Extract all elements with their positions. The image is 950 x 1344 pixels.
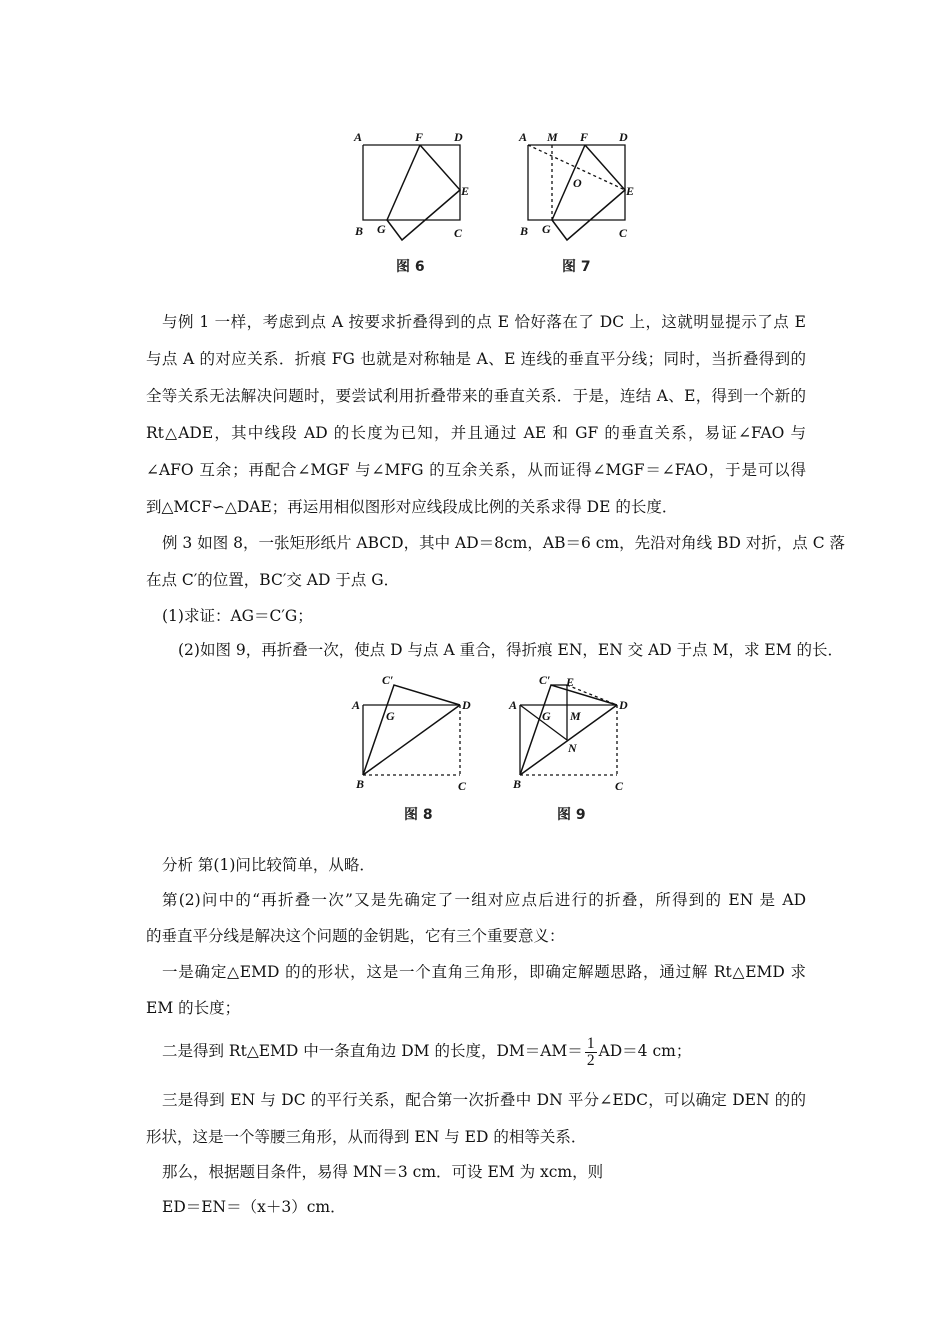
example3-line1: 例 3 如图 8，一张矩形纸片 ABCD，其中 AD＝8cm，AB＝6 cm，先沿对角线 BD 对折，点 C 落: [162, 534, 846, 552]
fig7-label-C: C: [619, 226, 628, 240]
fig6-label-G: G: [377, 222, 386, 236]
fig7-label-M: M: [547, 130, 558, 144]
fig9-label-Cprime: C′: [539, 673, 551, 687]
fig6-caption: 图 6: [396, 259, 425, 275]
fraction-numerator: 1: [586, 1034, 595, 1052]
example3-line2: 在点 C′的位置，BC′交 AD 于点 G．: [146, 571, 400, 589]
fig7-label-G: G: [542, 222, 551, 236]
fig6-label-C: C: [454, 226, 463, 240]
para1-line5: ∠AFO 互余；再配合∠MGF 与∠MFG 的互余关系，从而证得∠MGF＝∠FAO，于是可以得: [146, 461, 806, 479]
analysis-line2: 第(2)问中的“再折叠一次”又是先确定了一组对应点后进行的折叠，所得到的 EN 是 AD: [162, 891, 806, 909]
fig8-label-D: D: [462, 698, 471, 712]
fig8-label-C: C: [458, 779, 467, 793]
fig8-label-B: B: [356, 777, 365, 791]
para1-line4: Rt△ADE，其中线段 AD 的长度为已知，并且通过 AE 和 GF 的垂直关系，易证∠FAO 与: [146, 424, 806, 442]
figure-8: [348, 672, 478, 797]
figure-7: [515, 125, 645, 247]
meaning2-line: [162, 1034, 691, 1069]
fig6-label-B: B: [355, 224, 364, 238]
meaning1-line2: EM 的长度；: [146, 999, 241, 1017]
figure-9: [505, 672, 640, 797]
fig7-label-A: A: [519, 130, 528, 144]
fig6-label-D: D: [454, 130, 463, 144]
analysis-line1: 分析 第(1)问比较简单，从略．: [162, 856, 375, 874]
fig9-label-A: A: [509, 698, 518, 712]
fig9-label-N: N: [568, 741, 577, 755]
question-1: (1)求证：AG＝C′G；: [162, 607, 313, 625]
solution-line1: 那么，根据题目条件，易得 MN＝3 cm．可设 EM 为 xcm，则: [162, 1163, 604, 1181]
analysis-line3: 的垂直平分线是解决这个问题的金钥匙，它有三个重要意义：: [146, 927, 565, 945]
fig9-label-G: G: [542, 709, 551, 723]
question-2: (2)如图 9，再折叠一次，使点 D 与点 A 重合，得折痕 EN，EN 交 AD 于点 M，求 EM 的长．: [178, 641, 843, 659]
para1-line3: 全等关系无法解决问题时，要尝试利用折叠带来的垂直关系．于是，连结 A、E，得到一个新的: [146, 387, 806, 405]
meaning3-line1: 三是得到 EN 与 DC 的平行关系，配合第一次折叠中 DN 平分∠EDC，可以确定 DEN 的的: [162, 1091, 806, 1109]
solution-line2: ED＝EN＝（x＋3）cm．: [162, 1198, 346, 1216]
fig7-caption: 图 7: [562, 259, 591, 275]
para1-line6: 到△MCF∽△DAE；再运用相似图形对应线段成比例的关系求得 DE 的长度．: [146, 498, 678, 516]
meaning2-post: AD＝4 cm；: [598, 1042, 692, 1060]
fig9-label-D: D: [619, 698, 628, 712]
fig6-label-E: E: [461, 184, 470, 198]
fig7-label-D: D: [619, 130, 628, 144]
fig8-caption: 图 8: [404, 807, 433, 823]
fig9-label-C: C: [615, 779, 624, 793]
para1-line2: 与点 A 的对应关系．折痕 FG 也就是对称轴是 A、E 连线的垂直平分线；同时，当折叠得到的: [146, 350, 806, 368]
fig6-label-F: F: [415, 130, 424, 144]
fig7-label-B: B: [520, 224, 529, 238]
meaning3-line2: 形状，这是一个等腰三角形，从而得到 EN 与 ED 的相等关系．: [146, 1128, 587, 1146]
figure-6: [350, 125, 480, 247]
fraction-denominator: 2: [586, 1051, 595, 1069]
fig6-label-A: A: [354, 130, 363, 144]
fig9-label-E: E: [566, 675, 575, 689]
fig8-label-Cprime: C′: [382, 673, 394, 687]
fig9-label-B: B: [513, 777, 522, 791]
fraction-one-half: [585, 1036, 597, 1069]
fig9-caption: 图 9: [557, 807, 586, 823]
meaning1-line1: 一是确定△EMD 的的形状，这是一个直角三角形，即确定解题思路，通过解 Rt△EMD 求: [162, 963, 806, 981]
para1-line1: 与例 1 一样，考虑到点 A 按要求折叠得到的点 E 恰好落在了 DC 上，这就明显提示了点 E: [162, 313, 806, 331]
fig7-label-F: F: [580, 130, 589, 144]
fig8-label-G: G: [386, 709, 395, 723]
meaning2-pre: 二是得到 Rt△EMD 中一条直角边 DM 的长度，DM＝AM＝: [162, 1042, 583, 1060]
fig8-label-A: A: [352, 698, 361, 712]
fig9-label-M: M: [570, 709, 581, 723]
fig7-label-E: E: [626, 184, 635, 198]
fig7-label-O: O: [573, 176, 582, 190]
